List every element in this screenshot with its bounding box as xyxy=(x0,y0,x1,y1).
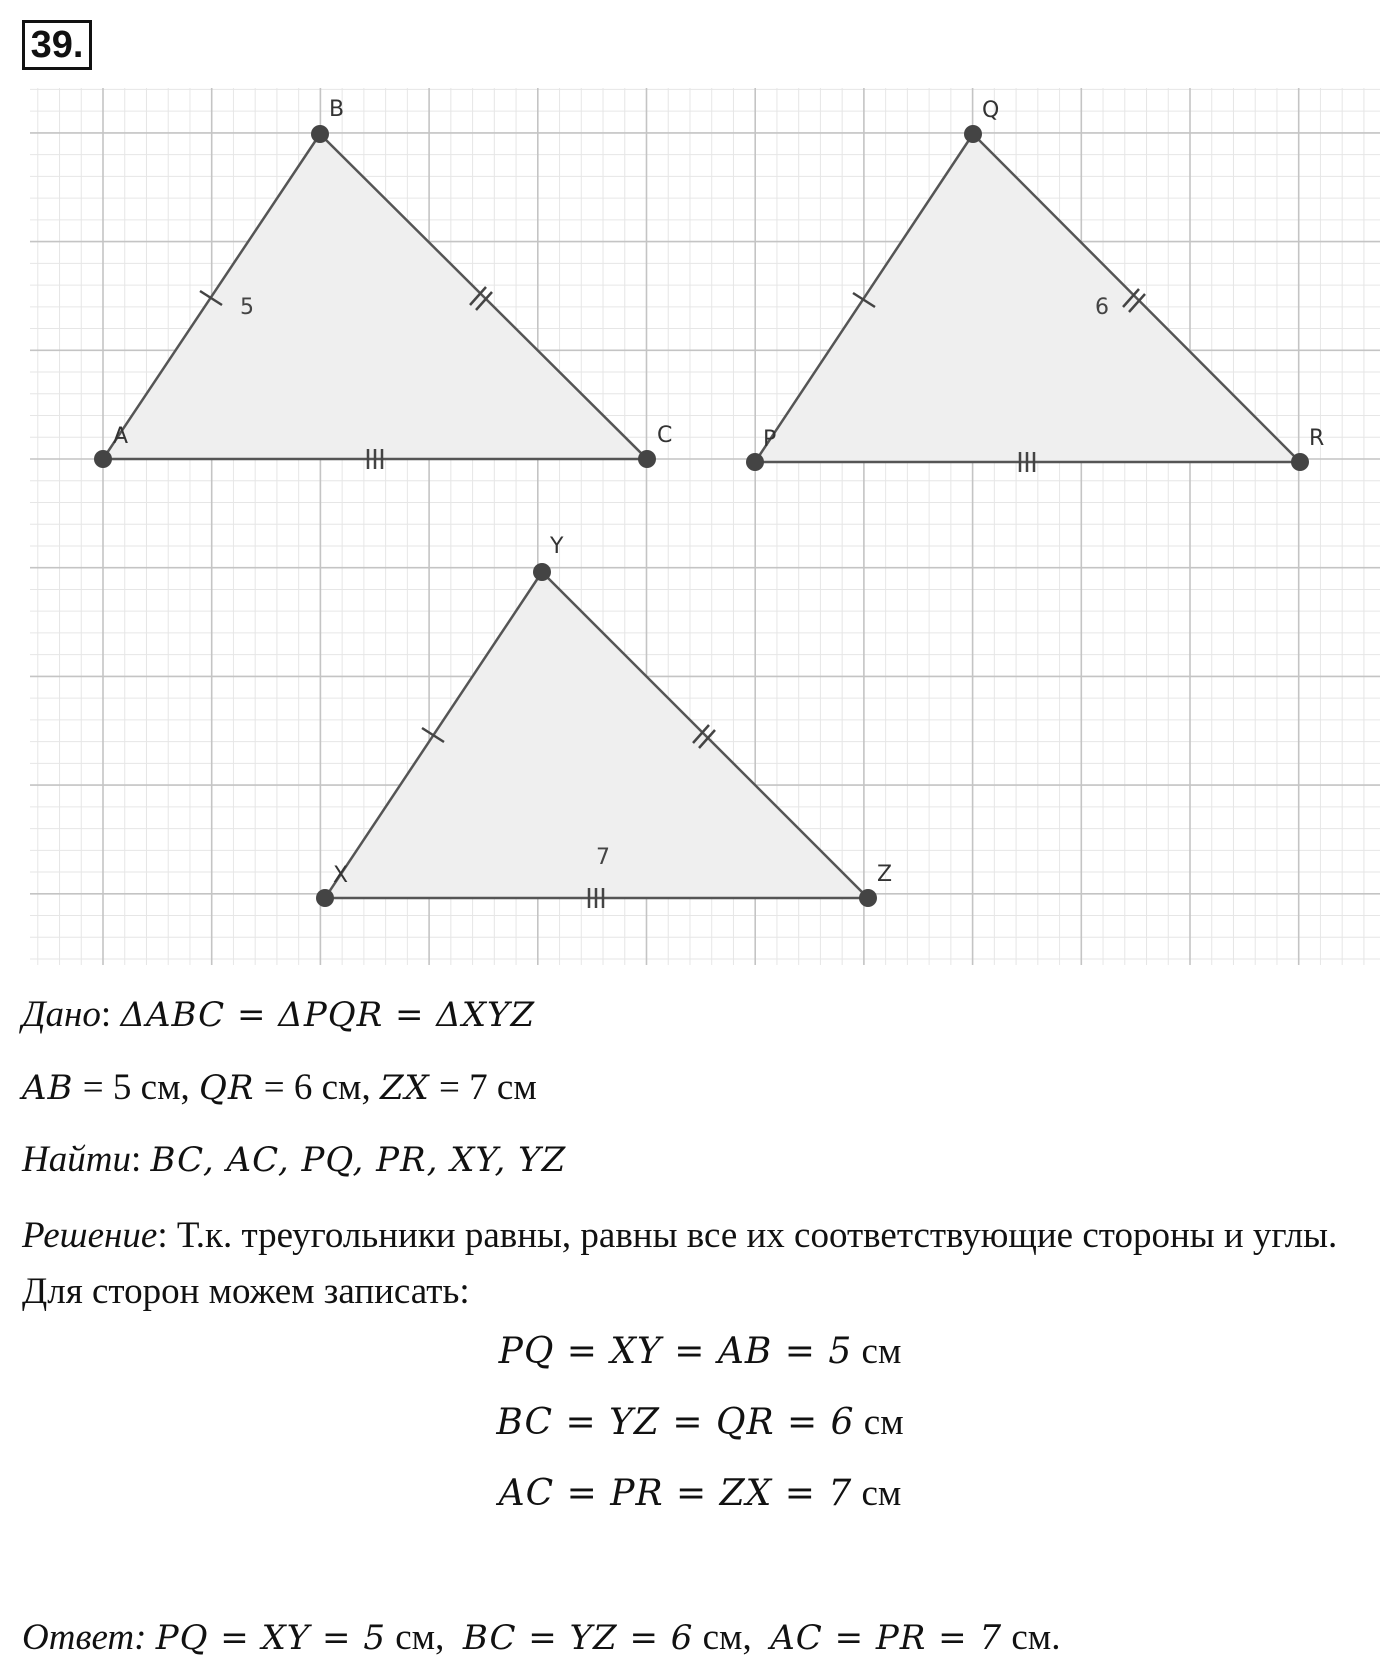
answer-part1-unit: см, xyxy=(385,1617,445,1658)
find-items: BC, AC, PQ, PR, XY, YZ xyxy=(150,1140,567,1180)
vertex-p-point xyxy=(746,453,764,471)
ab-value: = 5 см, xyxy=(73,1067,199,1108)
vertex-q-point xyxy=(964,125,982,143)
solution-paragraph: Решение: Т.к. треугольники равны, равны все их соответствующие стороны и углы. Для сторон можем записать: xyxy=(22,1215,1338,1312)
vertex-a-point xyxy=(94,450,112,468)
answer-line xyxy=(22,1615,1060,1661)
equation-1-expr: PQ = XY = AB = 5 xyxy=(498,1331,853,1372)
vertex-r-label: R xyxy=(1309,426,1325,451)
side-zx-length-label: 7 xyxy=(596,845,610,870)
side-ab-length-label: 5 xyxy=(240,295,254,320)
zx-name: ZX xyxy=(379,1068,430,1108)
vertex-z-point xyxy=(859,889,877,907)
answer-part1-expr: PQ = XY = 5 xyxy=(155,1618,386,1658)
side-qr-length-label: 6 xyxy=(1095,295,1109,320)
given-lengths-line xyxy=(22,1065,537,1111)
vertex-z-label: Z xyxy=(877,862,893,887)
vertex-b-point xyxy=(311,125,329,143)
solution-text: Т.к. треугольники равны, равны все их соответствующие стороны и углы. Для сторон можем записать: xyxy=(22,1215,1338,1312)
qr-value: = 6 см, xyxy=(254,1067,380,1108)
zx-value: = 7 см xyxy=(429,1067,537,1108)
equation-row xyxy=(0,1472,1400,1515)
equation-row xyxy=(0,1330,1400,1373)
solution-label: Решение xyxy=(22,1215,158,1256)
vertex-p-label: P xyxy=(763,427,777,452)
given-statement: ΔABC = ΔPQR = ΔXYZ xyxy=(120,995,536,1035)
vertex-a-label: A xyxy=(113,424,129,449)
vertex-b-label: B xyxy=(329,97,345,122)
answer-part3-unit: см. xyxy=(1002,1617,1061,1658)
equation-3-expr: AC = PR = ZX = 7 xyxy=(498,1473,853,1514)
vertex-q-label: Q xyxy=(982,98,1000,123)
answer-label: Ответ: xyxy=(22,1617,147,1658)
equation-2-unit: см xyxy=(854,1402,904,1443)
find-label: Найти xyxy=(22,1139,131,1180)
answer-part2-unit: см, xyxy=(693,1617,752,1658)
vertex-x-label: X xyxy=(333,863,349,888)
qr-name: QR xyxy=(199,1068,255,1108)
given-label: Дано xyxy=(22,994,101,1035)
equation-3-unit: см xyxy=(852,1473,902,1514)
vertex-c-point xyxy=(638,450,656,468)
find-line: Найти: BC, AC, PQ, PR, XY, YZ xyxy=(22,1139,567,1180)
triangle-abc xyxy=(94,97,672,469)
problem-number: 39. xyxy=(22,20,92,70)
given-line: Дано: ΔABC = ΔPQR = ΔXYZ xyxy=(22,994,536,1035)
answer-part3-expr: AC = PR = 7 xyxy=(770,1618,1003,1658)
equation-2-expr: BC = YZ = QR = 6 xyxy=(496,1402,855,1443)
triangle-xyz xyxy=(316,534,892,908)
vertex-y-point xyxy=(533,563,551,581)
ab-name: AB xyxy=(22,1068,74,1108)
equation-row xyxy=(0,1401,1400,1444)
answer-part2-expr: BC = YZ = 6 xyxy=(462,1618,694,1658)
equation-1-unit: см xyxy=(852,1331,902,1372)
vertex-c-label: C xyxy=(657,423,673,448)
vertex-x-point xyxy=(316,889,334,907)
vertex-r-point xyxy=(1291,453,1309,471)
vertex-y-label: Y xyxy=(550,534,564,559)
